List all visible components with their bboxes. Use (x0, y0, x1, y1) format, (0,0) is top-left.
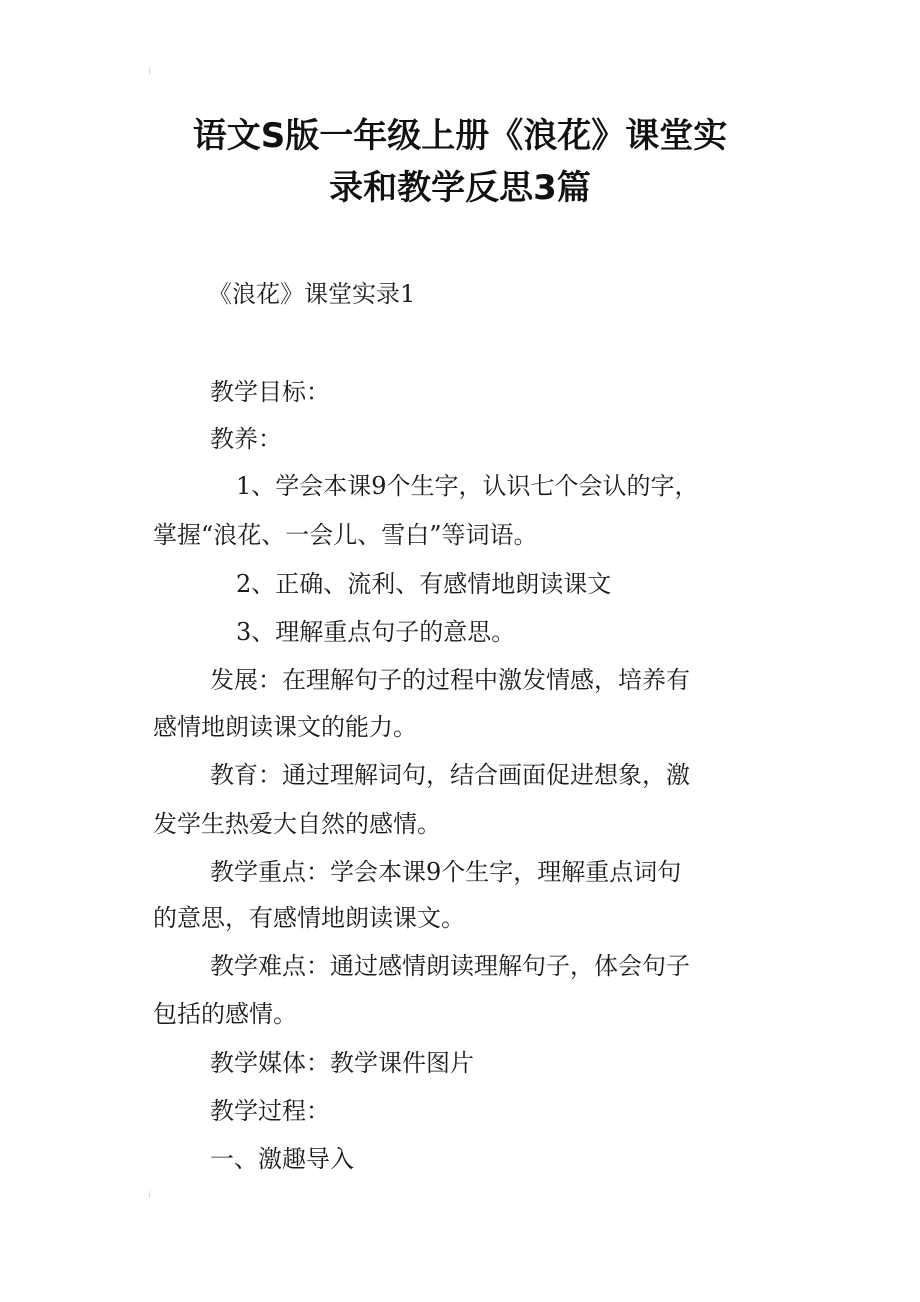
corner-mark-icon: ⁞ (148, 1190, 152, 1201)
paragraph-line: 教学难点：通过感情朗读理解句子，体会句子 (210, 952, 690, 980)
title-line: 录和教学反思3篇 (329, 168, 591, 208)
paragraph-line: 教养： (210, 425, 282, 453)
title-line: 语文S版一年级上册《浪花》课堂实 (192, 116, 728, 156)
paragraph-line: 的意思，有感情地朗读课文。 (153, 904, 465, 932)
paragraph-line: 3、理解重点句子的意思。 (236, 618, 516, 646)
corner-mark-icon: ⁞ (148, 66, 152, 77)
paragraph-line: 包括的感情。 (153, 1000, 297, 1028)
paragraph-line: 教学媒体：教学课件图片 (210, 1049, 474, 1077)
paragraph-line: 教学目标： (210, 378, 330, 406)
paragraph-line: 发学生热爱大自然的感情。 (153, 810, 441, 838)
paragraph-line: 教学重点：学会本课9个生字，理解重点词句 (210, 858, 682, 886)
paragraph-line: 掌握“浪花、一会儿、雪白”等词语。 (153, 521, 538, 549)
paragraph-line: 感情地朗读课文的能力。 (153, 713, 417, 741)
paragraph-line: 1、学会本课9个生字，认识七个会认的字， (236, 472, 699, 500)
paragraph-line: 教学过程： (210, 1097, 330, 1125)
document-title (60, 110, 860, 214)
paragraph-line: 2、正确、流利、有感情地朗读课文 (236, 570, 612, 598)
paragraph-line: 发展：在理解句子的过程中激发情感，培养有 (210, 666, 690, 694)
paragraph-line: 一、激趣导入 (210, 1145, 354, 1173)
paragraph-line: 教育：通过理解词句，结合画面促进想象，激 (210, 761, 690, 789)
section-heading: 《浪花》课堂实录1 (208, 280, 416, 308)
